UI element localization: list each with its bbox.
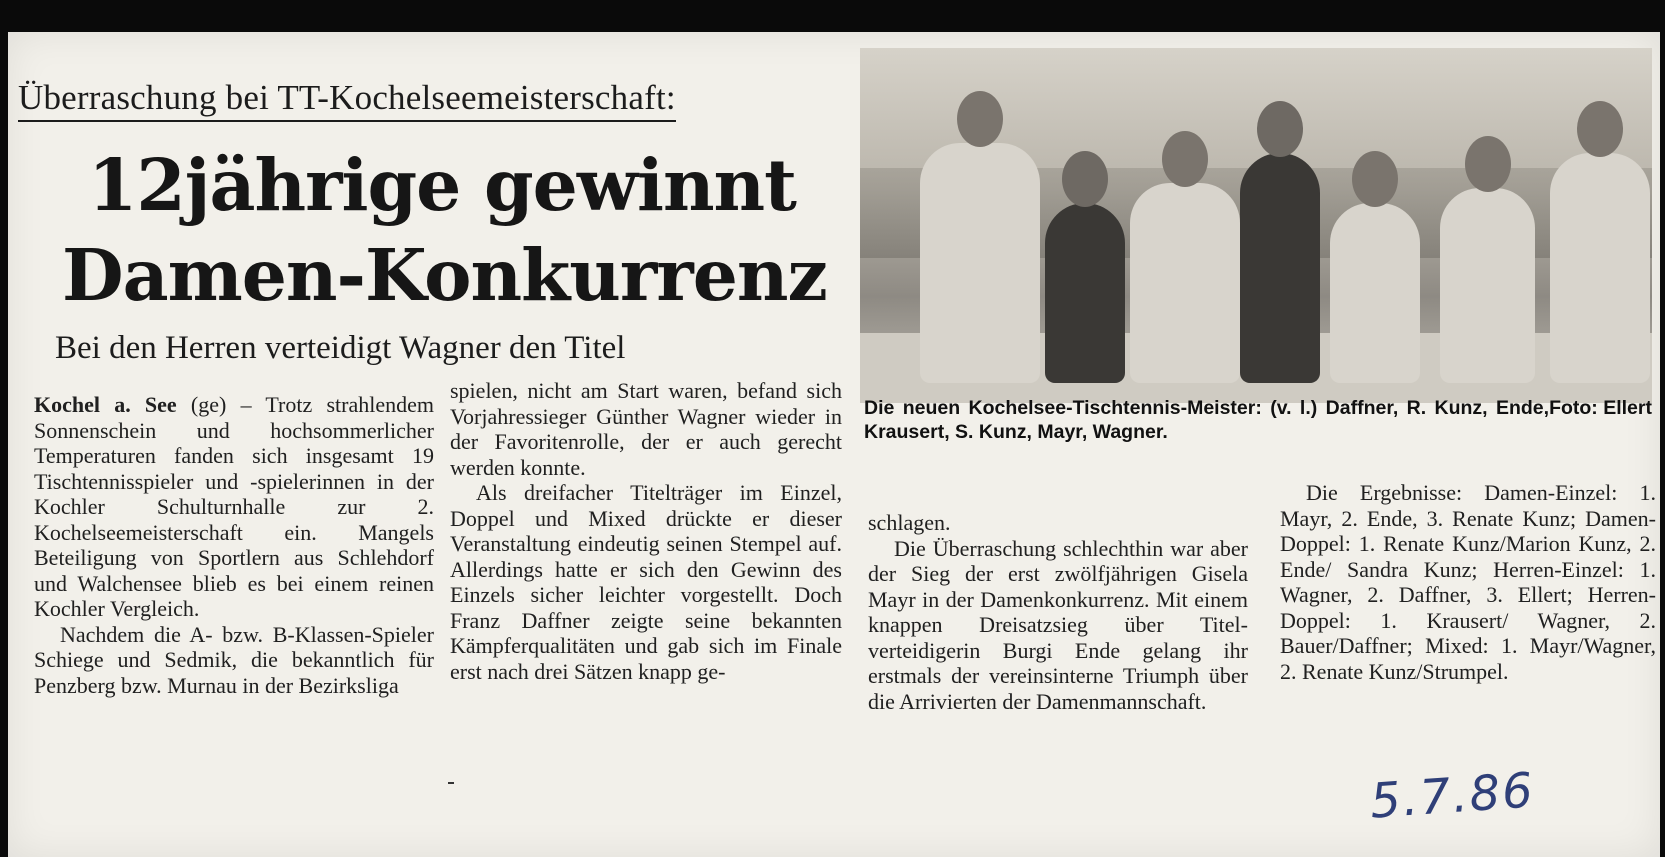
photo-person [1330, 203, 1420, 383]
photo-person [920, 143, 1040, 383]
paragraph: Als dreifacher Titelträger im Einzel, Doppel und Mixed drückte er dieser Veranstaltung eindeutig seinen Stempel auf. Allerdings hatte er sich den Gewinn des Einzels sicher leichter vorgestellt. Doch Franz Daffner zeigte seine bekannten Kämpferqualitäten und gab sich im Finale erst nach drei Sätzen knapp ge- [450, 480, 842, 684]
photo-person [1550, 153, 1650, 383]
results-paragraph: Die Ergebnisse: Damen-Einzel: 1. Mayr, 2. Ende, 3. Renate Kunz; Damen-Doppel: 1. Renate Kunz/Marion Kunz, 2. Ende/ Sandra Kunz; Herren-Einzel: 1. Wagner, 2. Daffner, 3. Ellert; Herren-Doppel: 1. Krausert/ Wagner, 2. Bauer/Daffner; Mixed: 1. Mayr/Wagner, 2. Renate Kunz/Strumpel. [1280, 480, 1656, 684]
article-column-2 [450, 378, 842, 684]
dateline: Kochel a. See [34, 392, 177, 417]
photo-person [1130, 183, 1240, 383]
paragraph: Nachdem die A- bzw. B-Klassen-Spieler Schiege und Sedmik, die bekanntlich für Penzberg bzw. Murnau in der Bezirksliga [34, 621, 434, 698]
paragraph-text: (ge) – Trotz strahlendem Sonnenschein und hochsommerlicher Temperaturen fanden sich insgesamt 19 Tischtennisspieler und -spielerinnen in der Kochler Schulturnhalle zur 2. Kochelseemeisterschaft ein. Mangels Beteiligung von Sportlern aus Schlehdorf und Walchensee blieb es bei einem reinen Kochler Vergleich. [34, 392, 434, 621]
headline-line-2: Damen-Konkurrenz [62, 233, 827, 317]
column-end-mark [448, 782, 454, 784]
article-subhead: Bei den Herren verteidigt Wagner den Titel [55, 330, 626, 366]
paragraph [34, 392, 434, 622]
article-column-4 [1280, 480, 1656, 684]
paragraph: Die Überraschung schlechthin war aber der Sieg der erst zwölfjährigen Gisela Mayr in der Damenkonkurrenz. Mit einem knappen Dreisatzsieg über Titelverteidigerin Burgi Ende gelang ihr erstmals der vereinsinterne Triumph über die Arrivierten der Damenmannschaft. [868, 535, 1248, 714]
article-overline: Überraschung bei TT-Kochelseemeisterschaft: [18, 78, 676, 122]
article-headline [62, 140, 827, 320]
handwritten-date: 5.7.86 [1368, 762, 1537, 830]
photo-person [1440, 188, 1535, 383]
paragraph: schlagen. [868, 510, 951, 535]
photo-caption [864, 396, 1652, 444]
paragraph: spielen, nicht am Start waren, befand sich Vorjahressieger Günther Wagner wieder in der Favoritenrolle, der er auch gerecht werden konnte. [450, 378, 842, 480]
photo-person [1045, 203, 1125, 383]
caption-text: Die neuen Kochelsee-Tischtennis-Meister: (v. l.) Daffner, R. Kunz, Ende, Krausert, S. Kunz, Mayr, Wagner. [864, 397, 1550, 443]
team-photo [860, 48, 1652, 403]
article-column-1 [34, 392, 434, 698]
article-column-3 [868, 510, 1248, 714]
photo-credit: Foto: Ellert [1549, 397, 1652, 419]
photo-person [1240, 153, 1320, 383]
headline-line-1: 12jährige gewinnt [88, 143, 796, 227]
